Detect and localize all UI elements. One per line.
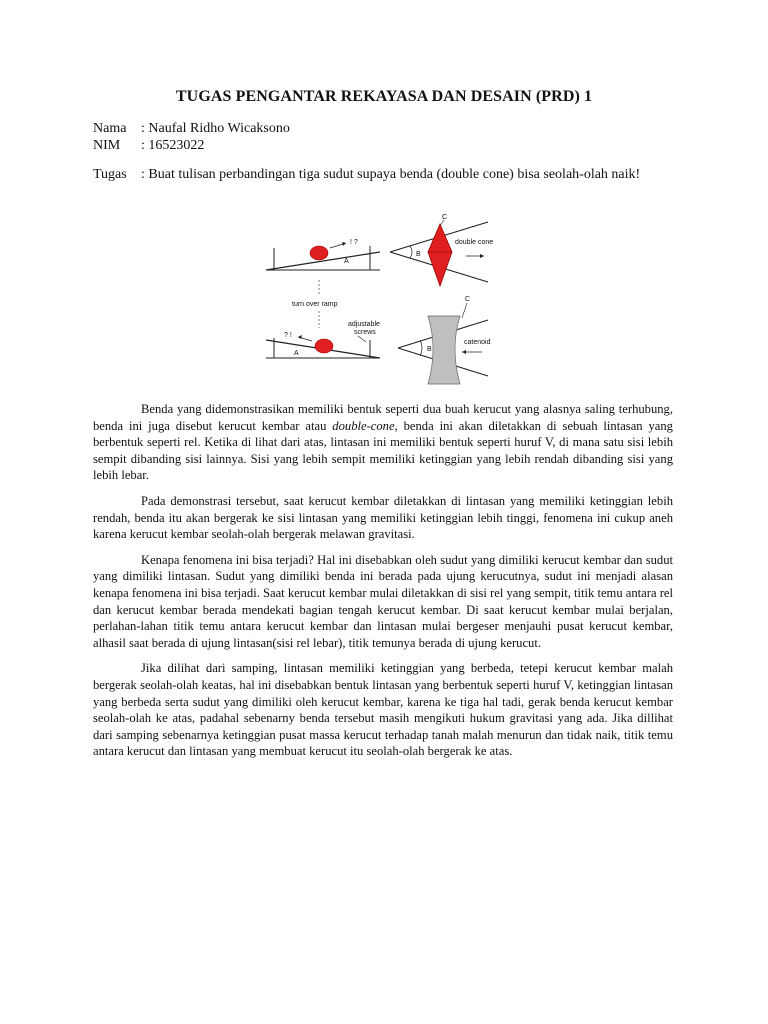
double-cone-figure bbox=[262, 208, 510, 390]
angle-a-label: A bbox=[344, 258, 349, 265]
paragraph: Jika dilihat dari samping, lintasan memiliki ketinggian yang berbeda, tetepi kerucut kembar malah bergerak seolah-olah keatas, hal ini disebabkan bentuk lintasan yang berbentuk seperti huruf V, ketinggian lintasan yang berbeda serta sudut yang dimiliki oleh kerucut kembar, karena ke tiga hal tadi, gerak benda kerucut kembar seolah-olah ke atas, padahal sebenarny benda tersebut masih mengikuti hukum gravitasi yang ada. Jika dillihat dari samping sebenarnya ketinggian pusat massa kerucut terhadap tanah malah menurun dan tidak naik, titik temu antara kerucut dan lintasan yang membuat kerucut itu seolah-olah bergerak ke atas. bbox=[93, 661, 673, 759]
task-block bbox=[93, 166, 673, 183]
meta-nim-row bbox=[93, 137, 204, 154]
adjustable-screws-label: adjustable screws bbox=[348, 321, 380, 336]
question-label: ! ? bbox=[350, 239, 358, 246]
meta-label: NIM bbox=[93, 138, 121, 153]
page-title: TUGAS PENGANTAR REKAYASA DAN DESAIN (PRD) 1 bbox=[175, 88, 593, 105]
meta-value: : Naufal Ridho Wicaksono bbox=[141, 121, 290, 136]
double-cone-label: double cone bbox=[455, 239, 494, 246]
body-text bbox=[93, 401, 673, 769]
task-text: : Buat tulisan perbandingan tiga sudut supaya benda (double cone) bisa seolah-olah naik! bbox=[141, 167, 641, 182]
question-label: ? ! bbox=[284, 332, 292, 339]
turn-over-ramp-label: turn over ramp bbox=[292, 301, 338, 308]
angle-c-label: C bbox=[442, 214, 448, 221]
angle-b-label: B bbox=[427, 346, 432, 353]
catenoid-label: catenoid bbox=[464, 339, 491, 346]
ramp-top-diagram bbox=[266, 239, 380, 270]
paragraph: Benda yang didemonstrasikan memiliki bentuk seperti dua buah kerucut yang alasnya saling terhubung, benda ini juga disebut kerucut kembar atau double-cone, benda ini akan diletakkan di sebuah lintasan yang berbentuk seperti rel. Ketika di lihat dari atas, lintasan ini memiliki bentuk seperti huruf V, di mana satu sisi lebih sempit dibanding sisi lainnya. Sisi yang lebih sempit memiliki ketinggian yang lebih rendah dibanding sisi yang lebih lebar. bbox=[93, 402, 673, 483]
angle-b-label: B bbox=[416, 251, 421, 258]
ramp-bottom-diagram bbox=[266, 321, 380, 358]
catenoid-diagram bbox=[398, 296, 491, 384]
meta-value: : 16523022 bbox=[141, 138, 205, 153]
angle-c-label: C bbox=[465, 296, 471, 303]
task-label: Tugas bbox=[93, 167, 127, 182]
meta-label: Nama bbox=[93, 121, 127, 136]
angle-a-label: A bbox=[294, 350, 299, 357]
meta-name-row bbox=[93, 120, 290, 137]
double-cone-diagram bbox=[390, 214, 493, 286]
paragraph: Pada demonstrasi tersebut, saat kerucut kembar diletakkan di lintasan yang memiliki ketinggian lebih rendah, benda itu akan bergerak ke sisi lintasan yang memiliki ketinggian lebih tinggi, fenomena ini cukup aneh karena kerucut kembar seolah-olah bergerak melawan gravitasi. bbox=[93, 493, 673, 542]
paragraph: Kenapa fenomena ini bisa terjadi? Hal ini disebabkan oleh sudut yang dimiliki kerucut kembar dan sudut yang dimiliki lintasan. Sudut yang dimiliki benda ini berada pada ujung kerucutnya, sudut ini menjadi alasan kenapa fenomena ini bisa terjadi. Saat kerucut kembar mulai diletakkan di sisi rel yang sempit, titik temu antara rel dan kerucut kembar berada mendekati bagian tengah kerucut kembar. Di saat kerucut kembar mulai berjalan, perlahan-lahan titik temu antara kerucut kembar dan lintasan mulai bergeser menjauhi pusat kerucut kembar, alhasil saat berada di ujung lintasan(sisi rel lebar), titik temunya berada di ujung kerucut. bbox=[93, 552, 673, 650]
